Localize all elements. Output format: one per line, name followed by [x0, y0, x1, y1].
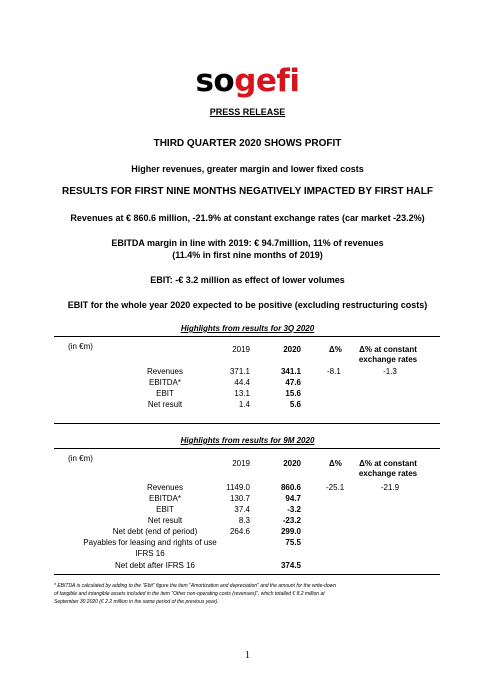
table-9m-header-delta-const: Δ% at constant exchange rates [358, 459, 418, 478]
results-headline: RESULTS FOR FIRST NINE MONTHS NEGATIVELY IMPACTED BY FIRST HALF [62, 186, 433, 197]
table-9m-header-delta: Δ% [329, 459, 342, 468]
table-9m-header-2020: 2020 [283, 459, 301, 468]
table-9m-top-rule [54, 448, 440, 449]
table-9m-header-2019: 2019 [232, 459, 250, 468]
company-logo: sogefi [195, 63, 300, 99]
table-9m-bottom-rule [54, 574, 440, 575]
ebitda-headline-line1: EBITDA margin in line with 2019: € 94.7million, 11% of revenues [111, 238, 384, 248]
table-3q-top-rule [54, 336, 440, 337]
revenues-headline: Revenues at € 860.6 million, -21.9% at constant exchange rates (car market -23.2%) [70, 213, 425, 223]
table-9m-unit: (in €m) [68, 454, 93, 463]
table-3q-header-2020: 2020 [283, 345, 301, 354]
table-3q-header-delta-const: Δ% at constant exchange rates [358, 345, 418, 364]
headline-title: THIRD QUARTER 2020 SHOWS PROFIT [153, 138, 342, 149]
ebitda-headline-line2: (11.4% in first nine months of 2019) [172, 250, 323, 260]
table-3q-unit: (in €m) [68, 342, 93, 351]
outlook-headline: EBIT for the whole year 2020 expected to be positive (excluding restructuring costs) [67, 300, 428, 310]
ebitda-footnote: * EBITDA is calculated by adding to the "Ebit" figure the item "Amortization and depreciation" and the amount for the write-down of tangible and intangible assets included in the item "Other non-operating costs (revenues)", which totalled € 8.2 million at September 30 2020 (€ 2.2 million in the same period of the previous year). [54, 583, 337, 605]
table-3q-header-delta: Δ% [329, 345, 342, 354]
table-3q-bottom-rule [54, 423, 440, 424]
page-number: 1 [245, 650, 250, 661]
headline-subtitle: Higher revenues, greater margin and lower fixed costs [131, 164, 364, 174]
table-3q-caption: Highlights from results for 3Q 2020 [180, 324, 315, 333]
table-9m-caption: Highlights from results for 9M 2020 [180, 436, 315, 445]
press-release-label: PRESS RELEASE [209, 107, 286, 117]
ebit-headline: EBIT: -€ 3.2 million as effect of lower volumes [150, 275, 345, 285]
table-3q-header-2019: 2019 [232, 345, 250, 354]
